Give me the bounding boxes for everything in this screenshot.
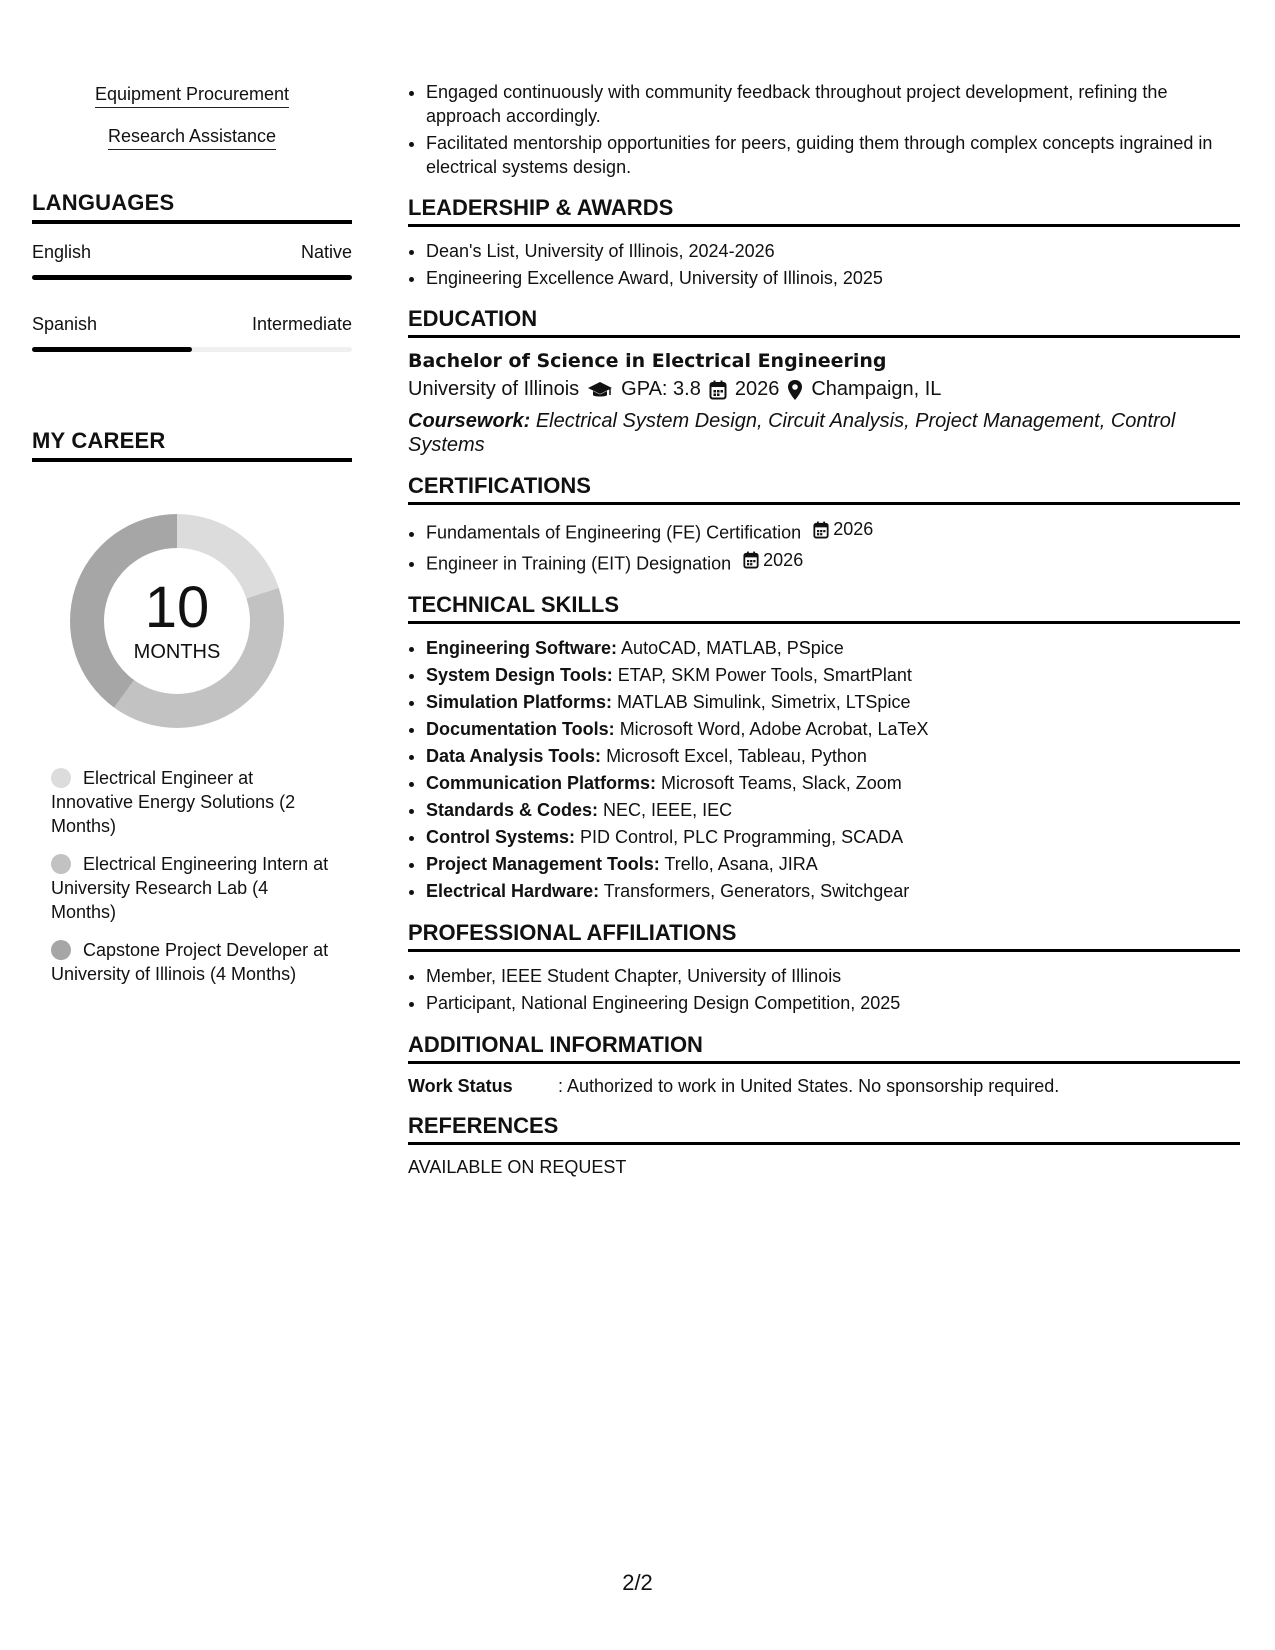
list-item: • Data Analysis Tools: Microsoft Excel, Tableau, Python <box>426 744 1240 769</box>
gpa: GPA: 3.8 <box>621 378 701 400</box>
skills-list <box>408 636 1240 904</box>
intro-bullets <box>408 80 1240 179</box>
list-item: • Engaged continuously with community feedback throughout project development, refining the approach accordingly. <box>426 80 1240 128</box>
list-item: • Engineering Excellence Award, University of Illinois, 2025 <box>426 266 1240 290</box>
list-item: • Engineer in Training (EIT) Designation 2026 <box>426 548 1240 577</box>
language-spanish <box>32 314 352 352</box>
legend-dot <box>51 768 71 788</box>
list-item: • Documentation Tools: Microsoft Word, Adobe Acrobat, LaTeX <box>426 717 1240 742</box>
list-item: • Facilitated mentorship opportunities for peers, guiding them through complex concepts ingrained in electrical systems design. <box>426 131 1240 179</box>
section-heading-leadership: LEADERSHIP & AWARDS <box>408 195 1240 227</box>
legend-item: Electrical Engineer at Innovative Energy Solutions (2 Months) <box>51 768 296 836</box>
section-heading-affiliations: PROFESSIONAL AFFILIATIONS <box>408 920 1240 952</box>
language-name: Spanish <box>32 314 98 334</box>
language-bar-fill <box>32 275 352 280</box>
calendar-icon <box>743 551 759 569</box>
list-item: • Fundamentals of Engineering (FE) Certification 2026 <box>426 517 1240 546</box>
certifications-list <box>408 517 1240 576</box>
section-heading-references: REFERENCES <box>408 1113 1240 1145</box>
section-heading-skills: TECHNICAL SKILLS <box>408 592 1240 624</box>
coursework: Coursework: Electrical System Design, Circuit Analysis, Project Management, Control Systems <box>408 410 1176 456</box>
page-number: 2/2 <box>622 1570 653 1595</box>
legend-dot <box>51 940 71 960</box>
work-status-label: Work Status <box>408 1076 513 1096</box>
list-item: • Electrical Hardware: Transformers, Generators, Switchgear <box>426 879 1240 904</box>
education-location: Champaign, IL <box>811 378 942 400</box>
education-details <box>408 378 1240 401</box>
list-item: • Dean's List, University of Illinois, 2024-2026 <box>426 239 1240 263</box>
language-bar-fill <box>32 347 192 352</box>
language-english <box>32 242 352 280</box>
section-heading-education: EDUCATION <box>408 306 1240 338</box>
sidebar <box>32 84 352 1000</box>
calendar-icon <box>709 380 727 400</box>
list-item: • Simulation Platforms: MATLAB Simulink, Simetrix, LTSpice <box>426 690 1240 715</box>
legend-item: Electrical Engineering Intern at University Research Lab (4 Months) <box>51 854 329 922</box>
list-item: • Control Systems: PID Control, PLC Programming, SCADA <box>426 825 1240 850</box>
references-text: AVAILABLE ON REQUEST <box>408 1157 627 1177</box>
language-name: English <box>32 242 92 262</box>
legend-item: Capstone Project Developer at University of Illinois (4 Months) <box>51 940 329 984</box>
list-item: • Project Management Tools: Trello, Asana, JIRA <box>426 852 1240 877</box>
career-heading: MY CAREER <box>32 428 352 462</box>
languages-heading: LANGUAGES <box>32 190 352 224</box>
section-heading-additional: ADDITIONAL INFORMATION <box>408 1032 1240 1064</box>
list-item: • Engineering Software: AutoCAD, MATLAB, PSpice <box>426 636 1240 661</box>
calendar-icon <box>813 521 829 539</box>
career-total: 10 <box>144 574 210 640</box>
legend-dot <box>51 854 71 874</box>
language-level: Intermediate <box>251 314 352 334</box>
degree-title: Bachelor of Science in Electrical Engineering <box>408 350 887 372</box>
work-status <box>408 1076 1240 1097</box>
list-item: • Member, IEEE Student Chapter, University of Illinois <box>426 964 1240 989</box>
career-unit: MONTHS <box>133 640 221 663</box>
career-donut <box>62 506 292 736</box>
main-content <box>408 80 1240 1178</box>
career-legend <box>51 766 331 986</box>
school-name: University of Illinois <box>408 378 580 400</box>
interest-item: Research Assistance <box>32 126 352 150</box>
location-pin-icon <box>787 379 803 401</box>
list-item: • Standards & Codes: NEC, IEEE, IEC <box>426 798 1240 823</box>
graduation-year: 2026 <box>734 378 780 400</box>
leadership-list <box>408 239 1240 290</box>
language-bar <box>32 275 352 280</box>
interest-item: Equipment Procurement <box>32 84 352 108</box>
list-item: • System Design Tools: ETAP, SKM Power Tools, SmartPlant <box>426 663 1240 688</box>
list-item: • Communication Platforms: Microsoft Teams, Slack, Zoom <box>426 771 1240 796</box>
work-status-value: : Authorized to work in United States. No sponsorship required. <box>558 1076 1060 1096</box>
language-bar <box>32 347 352 352</box>
graduation-cap-icon <box>587 380 613 400</box>
language-level: Native <box>300 242 352 262</box>
section-heading-certifications: CERTIFICATIONS <box>408 473 1240 505</box>
affiliations-list <box>408 964 1240 1016</box>
list-item: • Participant, National Engineering Design Competition, 2025 <box>426 991 1240 1016</box>
